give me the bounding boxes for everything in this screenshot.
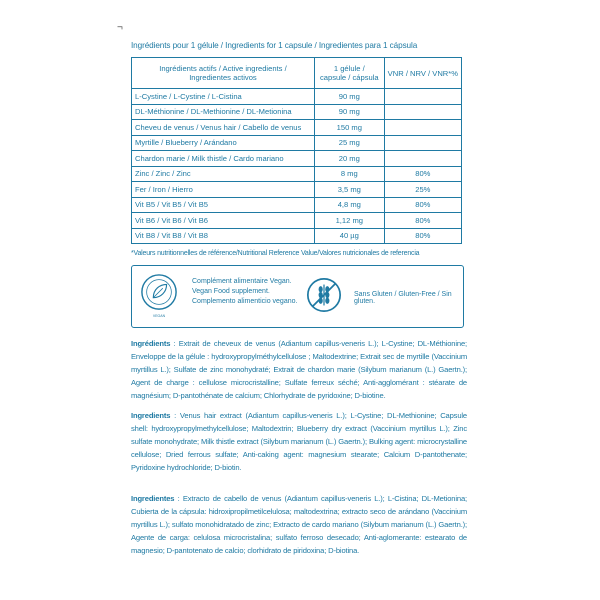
table-row: Vit B6 / Vit B6 / Vit B6 1,12 mg 80% xyxy=(132,213,462,229)
table-header-row xyxy=(132,58,462,89)
header-quantity: 1 gélule / capsule / cápsula xyxy=(314,58,384,89)
gluten-free-icon xyxy=(305,276,343,314)
vegan-statement: Complément alimentaire Vegan. Vegan Food supplement. Complemento alimenticio vegano. xyxy=(192,278,298,305)
ingredients-spanish: Ingredientes : Extracto de cabello de venus (Adiantum capillus-veneris L.); L-Cistina; DL-Metionina; Cubierta de la cápsula: hidroxipropilmetilcelulosa; maltodextrina; extracto seco de arándano (Vaccinium myrtillus L.); sulfato monohidratado de zinc; Extracto de cardo mariano (Silybum marianum (L.) Gaertn.); Agente de carga: celulosa microcristalina; sulfato ferroso desecado; Anti-aglomerante: estearato de magnesio; D-pantotenato de calcio; clorhidrato de piridoxina; D-biotina. xyxy=(131,494,467,555)
table-row: Zinc / Zinc / Zinc 8 mg 80% xyxy=(132,166,462,182)
table-row: L-Cystine / L-Cystine / L-Cistina 90 mg xyxy=(132,89,462,105)
table-row: Vit B8 / Vit B8 / Vit B8 40 µg 80% xyxy=(132,228,462,244)
certification-box xyxy=(131,265,464,328)
header-vnr: VNR / NRV / VNR*% xyxy=(384,58,461,89)
header-ingredient: Ingrédients actifs / Active ingredients / Ingredientes activos xyxy=(132,58,315,89)
gluten-free-statement: Sans Gluten / Gluten-Free / Sin gluten. xyxy=(354,291,452,305)
reference-note: *Valeurs nutritionnelles de référence/Nutritional Reference Value/Valores nutricionales de referencia xyxy=(131,250,420,257)
corner-mark: ¬ xyxy=(117,22,123,33)
table-row: Chardon marie / Milk thistle / Cardo mariano 20 mg xyxy=(132,151,462,167)
table-row: Cheveu de venus / Venus hair / Cabello de venus 150 mg xyxy=(132,120,462,136)
table-row: Vit B5 / Vit B5 / Vit B5 4,8 mg 80% xyxy=(132,197,462,213)
vegan-logo-text: VEGAN xyxy=(152,314,166,318)
table-row: Myrtille / Blueberry / Arándano 25 mg xyxy=(132,135,462,151)
ingredients-title: Ingrédients pour 1 gélule / Ingredients for 1 capsule / Ingredientes para 1 cápsula xyxy=(131,41,418,50)
vegan-leaf-icon xyxy=(140,273,178,311)
table-row: Fer / Iron / Hierro 3,5 mg 25% xyxy=(132,182,462,198)
table-row: DL-Méthionine / DL-Methionine / DL-Metionina 90 mg xyxy=(132,104,462,120)
ingredients-french: Ingrédients : Extrait de cheveux de venus (Adiantum capillus-veneris L.); L-Cystine; DL-Méthionine; Enveloppe de la gélule : hydroxypropylméthylcellulose ; Maltodextrine; Extrait sec de myrtille (Vaccinium myrtillus L.); Sulfate de zinc monohydraté; Extrait de chardon marie (Silybum marianum (L.) Gaertn.); Agent de charge : cellulose microcristalline; Sulfate ferreux séché; Anti-agglomérant : stéarate de magnésium; D-pantothénate de calcium; Chlorhydrate de pyridoxine; D-biotine. xyxy=(131,339,467,400)
ingredients-english: Ingredients : Venus hair extract (Adiantum capillus-veneris L.); L-Cystine; DL-Methionine; Capsule shell: hydroxypropylmethylcellulose; Maltodextrin; Blueberry dry extract (Vaccinium myrtillus L.); Zinc sulfate monohydrate; Milk thistle extract (Silybum marianum (L.) Gaertn.); Bulking agent: microcrystalline cellulose; Dried ferrous sulfate; Anti-caking agent: magnesium stearate; Calcium D-pantothenate; Pyridoxine hydrochloride; D-biotin. xyxy=(131,411,468,472)
ingredients-table xyxy=(131,57,462,244)
